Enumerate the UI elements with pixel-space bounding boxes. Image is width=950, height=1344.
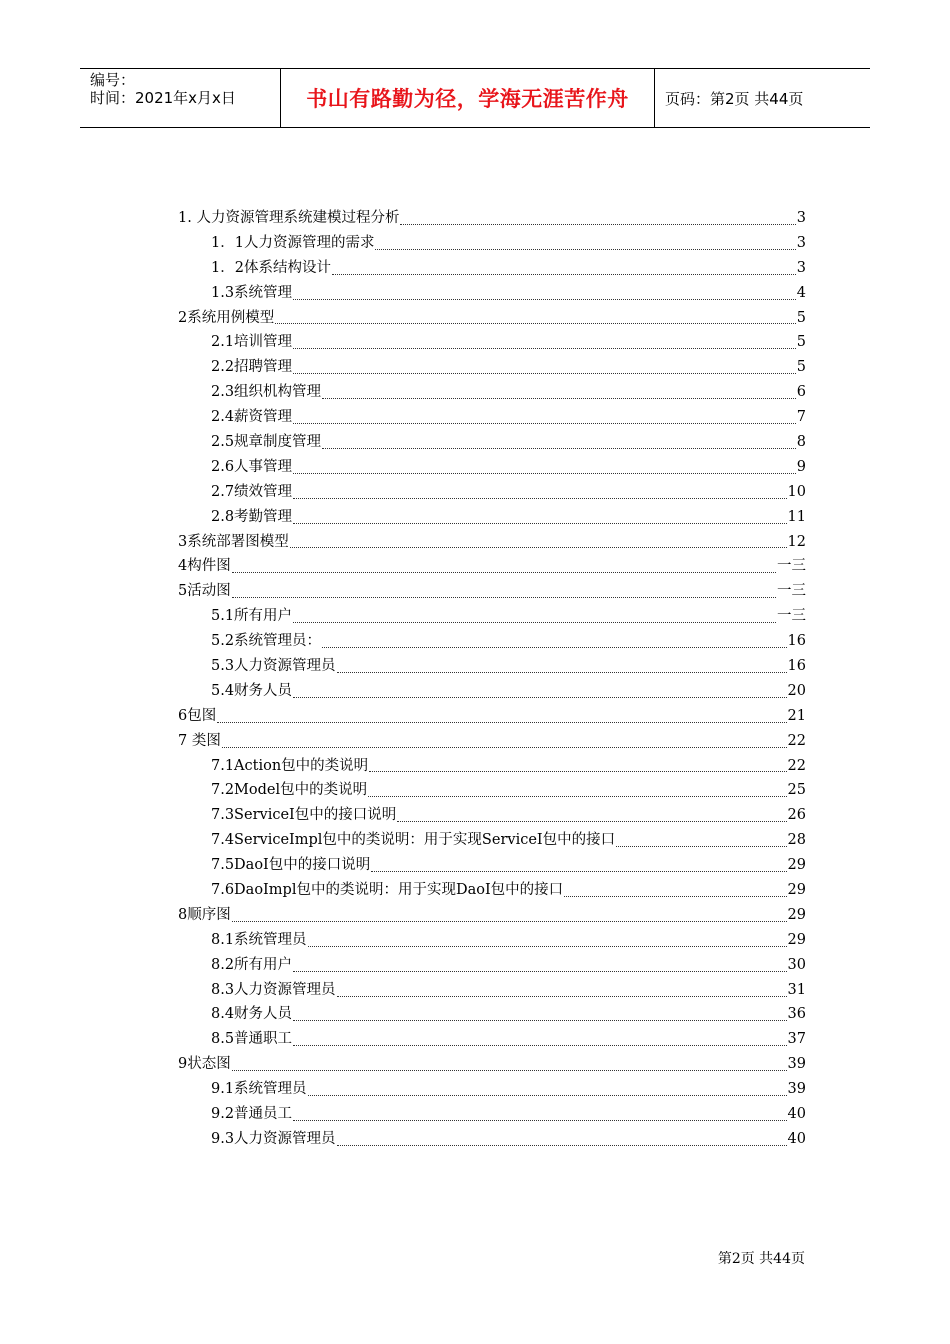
toc-entry-page: 5 xyxy=(796,334,806,351)
toc-entry-page: 20 xyxy=(787,682,806,699)
toc-entry[interactable] xyxy=(178,754,806,779)
toc-entry-title: 5.3人力资源管理员 xyxy=(211,658,336,675)
toc-dot-leader xyxy=(290,547,787,548)
toc-entry[interactable] xyxy=(178,405,806,430)
toc-entry[interactable] xyxy=(178,505,806,530)
toc-dot-leader xyxy=(293,622,776,623)
toc-entry-page: 3 xyxy=(796,234,806,251)
document-number-label: 编号： xyxy=(90,71,136,89)
toc-entry-page: 16 xyxy=(787,658,806,675)
toc-entry[interactable] xyxy=(178,554,806,579)
toc-entry-page: 37 xyxy=(787,1031,806,1048)
toc-dot-leader xyxy=(293,423,796,424)
toc-entry-title: 7.5DaoI包中的接口说明 xyxy=(211,857,371,874)
toc-entry-page: 一三 xyxy=(777,558,806,575)
toc-entry-page: 10 xyxy=(787,483,806,500)
toc-dot-leader xyxy=(322,398,796,399)
toc-entry-title: 9.2普通员工 xyxy=(211,1106,293,1123)
toc-entry-title: 7.4ServiceImpl包中的类说明：用于实现ServiceI包中的接口 xyxy=(211,832,616,849)
toc-entry-page: 29 xyxy=(787,931,806,948)
toc-entry-page: 9 xyxy=(796,458,806,475)
toc-entry-title: 8.4财务人员 xyxy=(211,1006,293,1023)
toc-dot-leader xyxy=(375,249,795,250)
toc-entry-title: 1.3系统管理 xyxy=(211,284,293,301)
toc-entry[interactable] xyxy=(178,1052,806,1077)
toc-entry[interactable] xyxy=(178,330,806,355)
toc-entry[interactable] xyxy=(178,231,806,256)
toc-entry[interactable] xyxy=(178,953,806,978)
toc-entry-page: 39 xyxy=(787,1081,806,1098)
toc-entry-page: 29 xyxy=(787,857,806,874)
toc-entry-page: 6 xyxy=(796,384,806,401)
toc-entry[interactable] xyxy=(178,679,806,704)
toc-entry-title: 2.6人事管理 xyxy=(211,458,293,475)
toc-dot-leader xyxy=(293,299,796,300)
toc-entry-page: 3 xyxy=(796,259,806,276)
toc-entry-page: 28 xyxy=(787,832,806,849)
toc-dot-leader xyxy=(232,572,776,573)
page-header xyxy=(80,68,870,128)
toc-dot-leader xyxy=(322,448,796,449)
toc-entry-title: 2系统用例模型 xyxy=(178,309,275,326)
toc-entry[interactable] xyxy=(178,430,806,455)
toc-entry-page: 30 xyxy=(787,956,806,973)
toc-entry[interactable] xyxy=(178,978,806,1003)
toc-entry[interactable] xyxy=(178,380,806,405)
toc-entry-title: 5.2系统管理员： xyxy=(211,633,322,650)
toc-dot-leader xyxy=(337,672,787,673)
toc-dot-leader xyxy=(308,1095,787,1096)
toc-entry-page: 一三 xyxy=(777,583,806,600)
toc-entry[interactable] xyxy=(178,629,806,654)
toc-entry-page: 25 xyxy=(787,782,806,799)
toc-dot-leader xyxy=(293,1020,786,1021)
toc-entry[interactable] xyxy=(178,878,806,903)
toc-entry[interactable] xyxy=(178,355,806,380)
toc-entry-title: 8.5普通职工 xyxy=(211,1031,293,1048)
toc-entry[interactable] xyxy=(178,778,806,803)
toc-dot-leader xyxy=(369,771,786,772)
toc-dot-leader xyxy=(368,796,786,797)
toc-entry-page: 29 xyxy=(787,882,806,899)
toc-dot-leader xyxy=(293,697,786,698)
toc-entry-title: 5.1所有用户 xyxy=(211,608,293,625)
toc-entry-page: 8 xyxy=(796,434,806,450)
toc-entry-title: 3系统部署图模型 xyxy=(178,533,289,550)
toc-dot-leader xyxy=(232,597,776,598)
toc-entry-title: 8顺序图 xyxy=(178,906,231,923)
toc-dot-leader xyxy=(232,921,787,922)
toc-dot-leader xyxy=(308,946,787,947)
toc-entry-page: 4 xyxy=(796,284,806,301)
toc-dot-leader xyxy=(400,224,795,225)
toc-entry-title: 5活动图 xyxy=(178,583,231,600)
header-motto: 书山有路勤为径，学海无涯苦作舟 xyxy=(281,69,655,127)
toc-entry[interactable] xyxy=(178,928,806,953)
toc-entry-page: 40 xyxy=(787,1106,806,1123)
toc-dot-leader xyxy=(293,1045,786,1046)
toc-entry-title: 9.1系统管理员 xyxy=(211,1081,307,1098)
toc-entry[interactable] xyxy=(178,1102,806,1127)
toc-entry[interactable] xyxy=(178,828,806,853)
toc-entry-page: 5 xyxy=(796,359,806,376)
toc-entry-page: 12 xyxy=(787,533,806,550)
toc-dot-leader xyxy=(293,473,796,474)
toc-entry[interactable] xyxy=(178,455,806,480)
toc-entry-title: 8.2所有用户 xyxy=(211,956,293,973)
toc-entry-page: 一三 xyxy=(777,608,806,625)
toc-entry-title: 1．2体系结构设计 xyxy=(211,259,331,276)
toc-entry-title: 7.2Model包中的类说明 xyxy=(211,782,368,799)
toc-entry-page: 3 xyxy=(796,209,806,226)
toc-entry-title: 4构件图 xyxy=(178,558,231,575)
toc-dot-leader xyxy=(337,1145,787,1146)
toc-entry-title: 7.6DaoImpl包中的类说明：用于实现DaoI包中的接口 xyxy=(211,882,564,899)
toc-entry[interactable] xyxy=(178,903,806,928)
toc-dot-leader xyxy=(293,498,786,499)
toc-entry[interactable] xyxy=(178,256,806,281)
toc-entry-page: 36 xyxy=(787,1006,806,1023)
toc-entry-title: 7.3ServiceI包中的接口说明 xyxy=(211,807,397,824)
toc-entry-title: 1．1人力资源管理的需求 xyxy=(211,234,375,251)
toc-entry[interactable] xyxy=(178,306,806,331)
toc-dot-leader xyxy=(293,373,796,374)
toc-entry-page: 31 xyxy=(787,981,806,998)
toc-dot-leader xyxy=(293,348,796,349)
toc-entry-title: 2.1培训管理 xyxy=(211,334,293,351)
toc-dot-leader xyxy=(293,523,786,524)
toc-dot-leader xyxy=(217,722,786,723)
toc-entry[interactable] xyxy=(178,530,806,555)
toc-dot-leader xyxy=(322,647,786,648)
document-time-label: 时间：2021年x月x日 xyxy=(90,89,236,107)
toc-entry-title: 9.3人力资源管理员 xyxy=(211,1130,336,1147)
toc-dot-leader xyxy=(222,747,787,748)
toc-entry-title: 8.1系统管理员 xyxy=(211,931,307,948)
toc-entry-title: 2.7绩效管理 xyxy=(211,483,293,500)
toc-dot-leader xyxy=(293,971,786,972)
toc-entry-title: 6包图 xyxy=(178,707,217,724)
toc-entry[interactable] xyxy=(178,579,806,604)
toc-entry[interactable] xyxy=(178,654,806,679)
toc-entry-title: 7.1Action包中的类说明 xyxy=(211,757,369,774)
toc-entry-title: 2.8考勤管理 xyxy=(211,508,293,525)
toc-entry-title: 5.4财务人员 xyxy=(211,682,293,699)
toc-entry-page: 29 xyxy=(787,906,806,923)
toc-entry[interactable] xyxy=(178,206,806,231)
table-of-contents xyxy=(178,206,806,1152)
toc-entry[interactable] xyxy=(178,853,806,878)
toc-entry[interactable] xyxy=(178,1127,806,1152)
toc-dot-leader xyxy=(564,896,786,897)
toc-entry-page: 7 xyxy=(796,409,806,426)
header-meta xyxy=(80,69,281,127)
toc-entry-title: 2.3组织机构管理 xyxy=(211,384,322,401)
toc-dot-leader xyxy=(275,323,796,324)
toc-entry-title: 7 类图 xyxy=(178,732,221,749)
toc-entry-title: 2.5规章制度管理 xyxy=(211,434,322,450)
toc-entry-page: 16 xyxy=(787,633,806,650)
toc-entry[interactable] xyxy=(178,729,806,754)
toc-dot-leader xyxy=(371,871,786,872)
toc-dot-leader xyxy=(293,1120,786,1121)
toc-dot-leader xyxy=(616,846,786,847)
toc-dot-leader xyxy=(332,274,796,275)
toc-entry[interactable] xyxy=(178,1077,806,1102)
toc-entry[interactable] xyxy=(178,803,806,828)
toc-entry-title: 1. 人力资源管理系统建模过程分析 xyxy=(178,209,400,226)
toc-entry[interactable] xyxy=(178,480,806,505)
toc-entry[interactable] xyxy=(178,281,806,306)
header-page-number: 页码：第2页 共44页 xyxy=(665,89,804,108)
toc-entry-page: 21 xyxy=(787,707,806,724)
toc-entry[interactable] xyxy=(178,1003,806,1028)
toc-entry-page: 5 xyxy=(796,309,806,326)
toc-entry-title: 2.2招聘管理 xyxy=(211,359,293,376)
toc-entry-title: 8.3人力资源管理员 xyxy=(211,981,336,998)
toc-entry[interactable] xyxy=(178,704,806,729)
toc-entry-title: 9状态图 xyxy=(178,1056,231,1073)
toc-dot-leader xyxy=(337,996,787,997)
toc-entry-page: 22 xyxy=(787,757,806,774)
toc-entry-page: 40 xyxy=(787,1130,806,1147)
toc-dot-leader xyxy=(397,821,786,822)
toc-entry-page: 22 xyxy=(787,732,806,749)
page-footer-number: 第2页 共44页 xyxy=(717,1251,805,1267)
toc-entry-page: 26 xyxy=(787,807,806,824)
toc-entry-page: 39 xyxy=(787,1056,806,1073)
toc-entry-page: 11 xyxy=(787,508,806,525)
toc-entry-title: 2.4薪资管理 xyxy=(211,409,293,426)
toc-entry[interactable] xyxy=(178,1027,806,1052)
toc-dot-leader xyxy=(232,1070,787,1071)
toc-entry[interactable] xyxy=(178,604,806,629)
